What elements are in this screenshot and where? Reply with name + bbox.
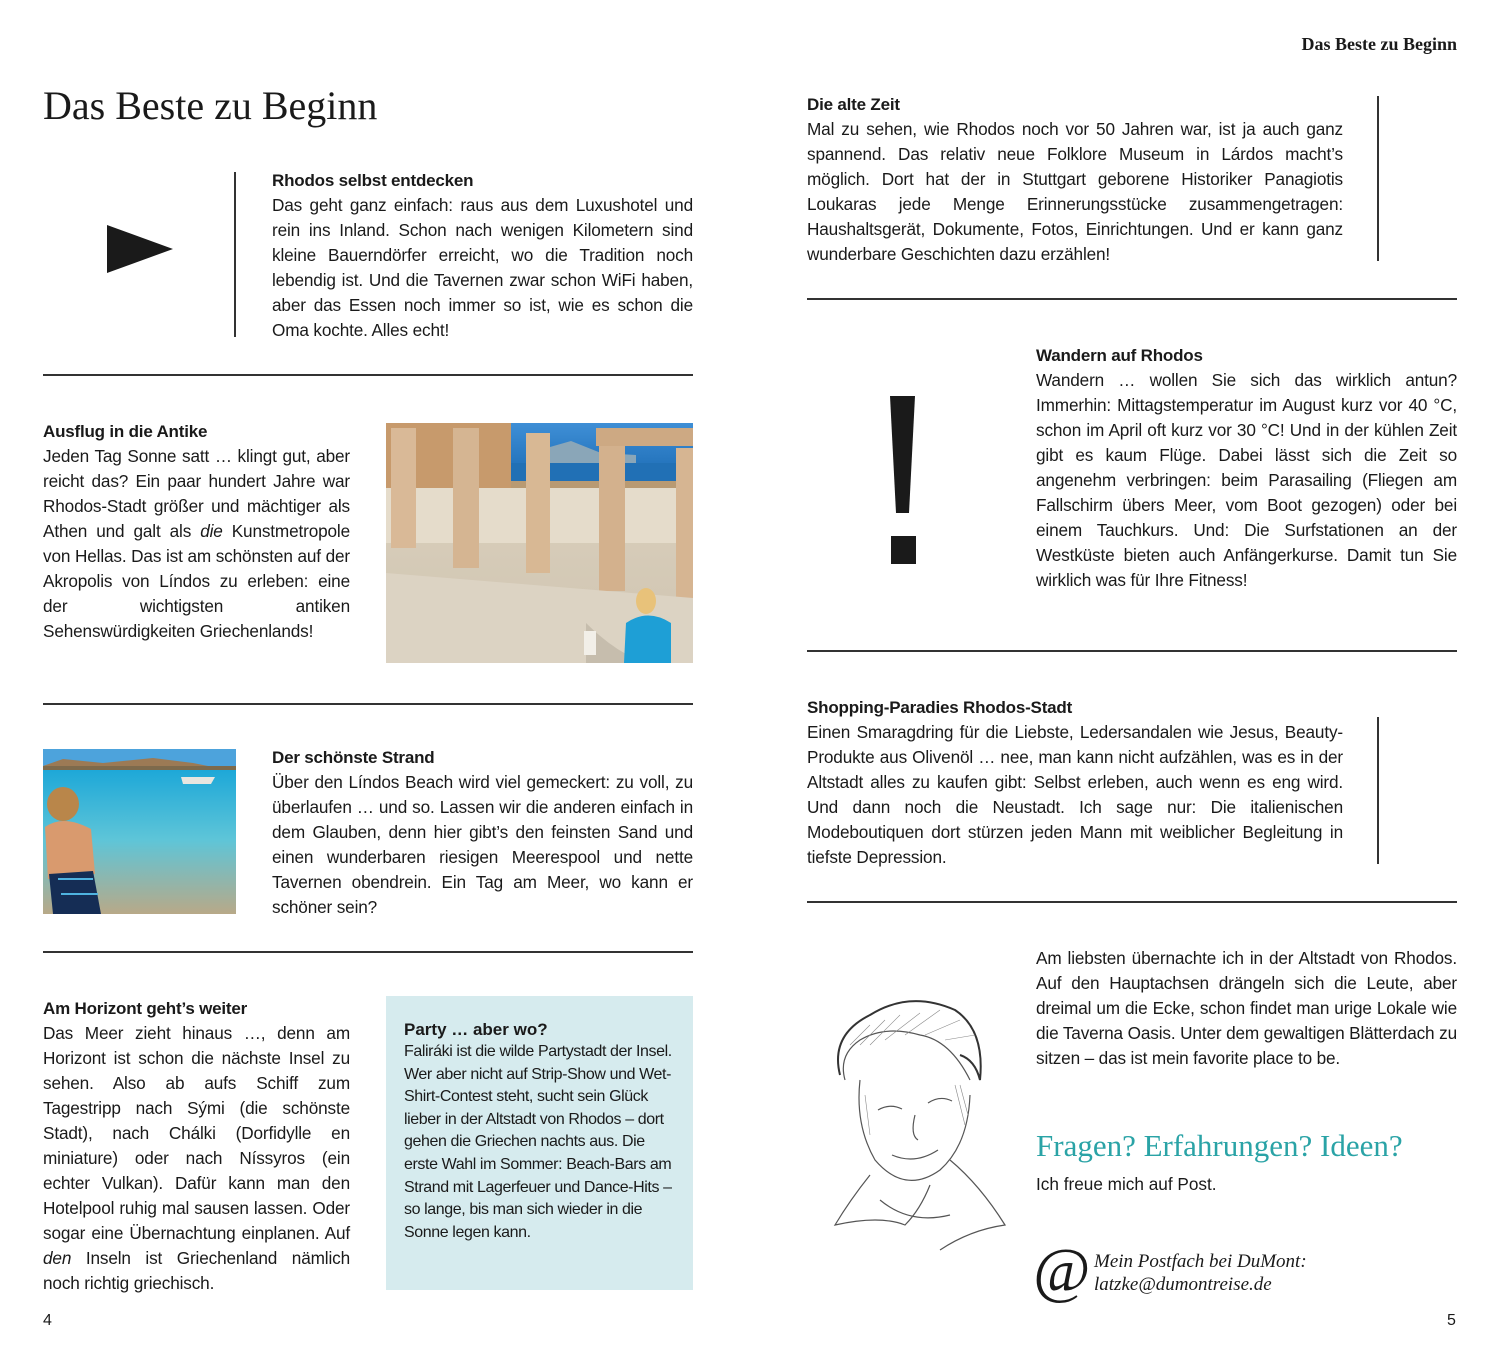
at-sign-icon: @ <box>1033 1237 1091 1305</box>
author-note <box>1036 946 1457 1071</box>
author-body: Am liebsten übernachte ich in der Altstadt von Rhodos. Auf den Hauptachsen drängeln sich die Leute, aber dreimal um die Ecke, schon findet man urige Lokale wie die Taverna Oasis. Unter dem gewaltigen Blätterdach zu sitzen – das ist mein favorite place to be. <box>1036 948 1457 1068</box>
acropolis-lindos-photo <box>386 423 693 663</box>
section-heading: Wandern auf Rhodos <box>1036 346 1203 365</box>
section-body: Einen Smaragdring für die Liebste, Ledersandalen wie Jesus, Beauty-Produkte aus Olivenöl … nee, man kann nicht aufzählen, was es in der Altstadt alles zu kaufen gibt: Selbst erleben, auch wenn es eng wird. Und dann noch die Neustadt. Ich sage nur: Die italienischen Modeboutiquen dort stürzen jeden Mann mit weiblicher Begleitung in tiefste Depression. <box>807 722 1343 867</box>
party-body: Faliráki ist die wilde Partystadt der Insel. Wer aber nicht auf Strip-Show und Wet-Shirt-Contest steht, sucht sein Glück lieber in der Altstadt von Rhodos – dort gehen die Griechen nachts aus. Die erste Wahl im Sommer: Beach-Bars am Strand mit Lagerfeuer und Dance-Hits – so lange, bis man sich wieder in die Sonne legen kann. <box>404 1043 672 1241</box>
section-heading: Der schönste Strand <box>272 748 435 767</box>
cta-subtext: Ich freue mich auf Post. <box>1036 1174 1217 1194</box>
vertical-divider <box>1377 96 1379 261</box>
section-heading: Die alte Zeit <box>807 95 900 114</box>
section-body: Wandern … wollen Sie sich das wirklich antun? Immerhin: Mittagstemperatur im August kurz vor 40 °C, schon im April oft kurz vor 30 °C! Und in der kühlen Zeit gibt es kaum Flüge. Dabei lässt sich die Zeit so angenehm verbringen: beim Parasailing (Fliegen am Fallschirm übers Meer, vom Boot gezogen) oder bei einem Tauchkurs. Und: Die Surfstationen an der Westküste bieten auch Anfängerkurse. Damit tun Sie wirklich was für Ihre Fitness! <box>1036 370 1457 590</box>
section-body: Das Meer zieht hinaus …, denn am Horizont ist schon die nächste Insel zu sehen. Also ab aufs Schiff zum Tagestripp nach Sými (die schönste Stadt), nach Chálki (Dorfidylle en miniature) oder nach Níssyros (ein echter Vulkan). Dafür kann man den Hotelpool ruhig mal sausen lassen. Oder sogar eine Übernachtung einplanen. Auf den Inseln ist Griechenland nämlich noch richtig griechisch. <box>43 1023 350 1293</box>
section-body: Über den Líndos Beach wird viel gemeckert: zu voll, zu überlaufen … und so. Lassen wir die anderen einfach in dem Glauben, denn hier gibt’s den feinsten Sand und einen wunderbaren riesigen Meerespool und nette Tavernen obendrein. Ein Tag am Meer, wo kann er schöner sein? <box>272 772 693 917</box>
party-heading: Party … aber wo? <box>404 1020 548 1039</box>
exclamation-icon-glyph <box>888 396 918 566</box>
email-link[interactable]: latzke@dumontreise.de <box>1094 1274 1272 1295</box>
horizontal-divider <box>43 374 693 376</box>
horizontal-divider <box>807 650 1457 652</box>
section-body: Jeden Tag Sonne satt … klingt gut, aber reicht das? Ein paar hundert Jahre war Rhodos-Stadt größer und mächtiger als Athen und galt als die Kunstmetropole von Hellas. Das ist am schönsten auf der Akropolis von Líndos zu erleben: eine der wichtigsten antiken Sehenswürdigkeiten Griechenlands! <box>43 446 351 641</box>
section-strand <box>272 745 693 920</box>
vertical-divider <box>234 172 236 337</box>
section-body: Das geht ganz einfach: raus aus dem Luxushotel und rein ins Inland. Schon nach wenigen Kilometern sind kleine Bauerndörfer erreicht, wo die Tradition noch lebendig ist. Und die Tavernen zwar schon WiFi haben, aber das Essen noch immer so ist, wie es schon die Oma kochte. Alles echt! <box>272 195 693 340</box>
section-body: Mal zu sehen, wie Rhodos noch vor 50 Jahren war, ist ja auch ganz spannend. Das relativ neue Folklore Museum in Lárdos macht’s möglich. Dort hat der in Stuttgart geborene Historiker Panagiotis Loukaras jede Menge Erinnerungsstücke zusammengetragen: Haushaltsgerät, Dokumente, Fotos, Einrichtungen. Und er kann ganz wunderbare Geschichten dazu erzählen! <box>807 119 1343 264</box>
play-triangle-icon <box>107 225 173 273</box>
section-shopping <box>807 695 1343 870</box>
cta-heading: Fragen? Erfahrungen? Ideen? <box>1036 1128 1403 1163</box>
section-heading: Ausflug in die Antike <box>43 422 208 441</box>
author-sketch-portrait <box>810 985 1035 1260</box>
page-number-left: 4 <box>43 1312 52 1329</box>
section-heading: Am Horizont geht’s weiter <box>43 999 248 1018</box>
horizontal-divider <box>807 901 1457 903</box>
horizontal-divider <box>807 298 1457 300</box>
vertical-divider <box>1377 717 1379 864</box>
section-wandern <box>1036 343 1457 593</box>
section-horizont <box>43 996 350 1296</box>
section-heading: Shopping-Paradies Rhodos-Stadt <box>807 698 1073 717</box>
mailbox-label: Mein Postfach bei DuMont: <box>1094 1251 1307 1272</box>
section-heading: Rhodos selbst entdecken <box>272 171 474 190</box>
horizontal-divider <box>43 703 693 705</box>
page-number-right: 5 <box>1447 1312 1456 1329</box>
party-info-box <box>386 996 693 1290</box>
horizontal-divider <box>43 951 693 953</box>
section-alte-zeit <box>807 92 1343 267</box>
page-title: Das Beste zu Beginn <box>43 83 378 128</box>
section-rhodos-selbst <box>272 168 693 343</box>
lindos-beach-photo <box>43 749 236 914</box>
section-antike <box>43 419 350 644</box>
running-head: Das Beste zu Beginn <box>1301 34 1457 54</box>
